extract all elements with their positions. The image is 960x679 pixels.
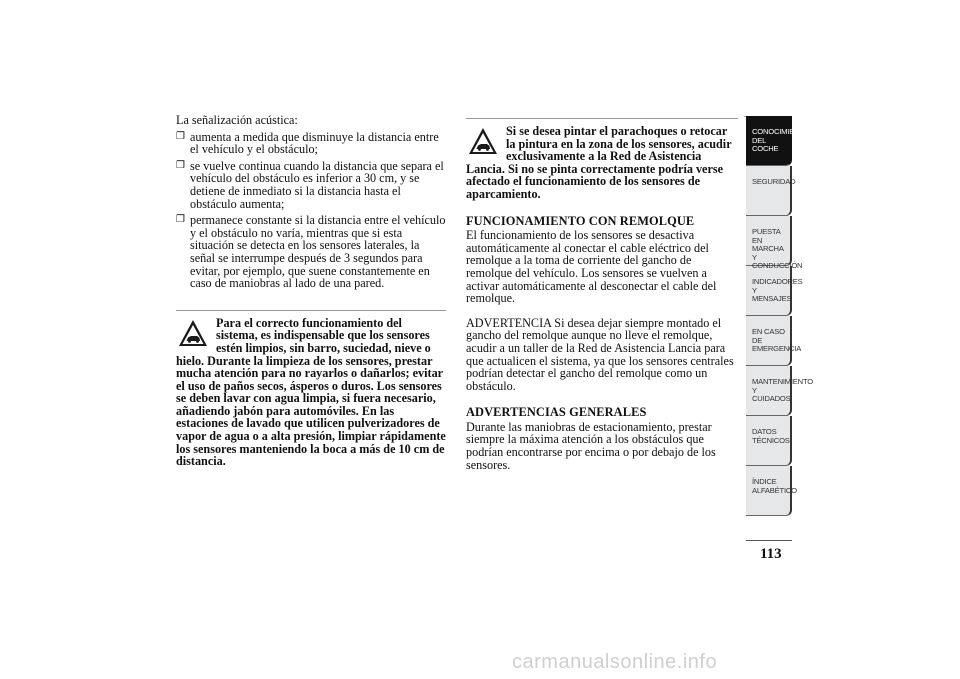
warning-car-icon — [178, 319, 208, 347]
acoustic-intro: La señalización acústica: — [176, 113, 298, 127]
tab-emergencia[interactable]: EN CASO DE EMERGENCIA — [746, 316, 792, 366]
tab-seguridad[interactable]: SEGURIDAD — [746, 166, 792, 216]
watermark: carmanualsonline.info — [512, 651, 718, 673]
paragraph: El funcionamiento de los sensores se desactiva automáticamente al conectar el cable eléctrico del remolque a la toma de corriente del gancho de remolque del vehículo. Los sensores se vuelven a activar automáticamente al desconectar el cable del remolque. — [466, 228, 717, 306]
left-column — [176, 114, 446, 468]
checkbox-bullet-icon: ❒ — [176, 214, 185, 226]
tab-mantenimiento[interactable]: MANTENIMIENTO Y CUIDADOS — [746, 366, 792, 416]
tab-conocimiento-del-coche[interactable]: CONOCIMIENTO DEL COCHE — [746, 116, 792, 166]
warning-box-paint — [466, 118, 738, 201]
warning-text: Para el correcto funcionamiento del sistema, es indispensable que los sensores estén limpios, sin barro, suciedad, nieve o hielo. Durante la limpieza de los sensores, prestar mucha atención para no rayarlos o dañarlos; evitar el uso de paños secos, ásperos o duros. Los sensores se deben lavar con agua limpia, si fuera necesario, añadiendo jabón para automóviles. En las estaciones de lavado que utilicen pulverizadores de vapor de agua o a alta presión, limpiar rápidamente los sensores manteniendo la boca a más de 10 cm de distancia. — [176, 315, 446, 469]
paragraph: Durante las maniobras de estacionamiento, prestar siempre la máxima atención a los obstáculos que podrían encontrarse por encima o por debajo de los sensores. — [466, 419, 716, 472]
acoustic-bullet-list — [176, 131, 446, 290]
page-number-rule — [746, 540, 792, 541]
checkbox-bullet-icon: ❒ — [176, 130, 185, 142]
warning-text: Si se desea pintar el parachoques o retocar la pintura en la zona de los sensores, acudir exclusivamente a la Red de Asistencia Lancia. Si no se pinta correctamente podría verse afectado el funcionamiento de los sensores de aparcamiento. — [466, 124, 732, 201]
page-number: 113 — [760, 546, 782, 562]
warning-box-cleaning — [176, 310, 446, 468]
list-item: ❒ permanece constante si la distancia entre el vehículo y el obstáculo no varía, mientras que si esta situación se detecta en los sensores laterales, la señal se interrumpe después de 3 segundos para evitar, por ejemplo, que suene constantemente en caso de maniobras al lado de una pared. — [176, 213, 446, 291]
tab-indice-alfabetico[interactable]: ÍNDICE ALFABÉTICO — [746, 466, 792, 516]
chapter-sidebar — [746, 116, 813, 516]
tab-datos-tecnicos[interactable]: DATOS TÉCNICOS — [746, 416, 792, 466]
tab-indicadores[interactable]: INDICADORES Y MENSAJES — [746, 266, 792, 316]
warning-car-icon — [468, 127, 498, 155]
tab-puesta-en-marcha[interactable]: PUESTA EN MARCHA Y CONDUCCIÓN — [746, 216, 792, 266]
middle-column — [466, 118, 738, 483]
section-title-general-warnings: ADVERTENCIAS GENERALES — [466, 405, 647, 420]
list-item: ❒ aumenta a medida que disminuye la distancia entre el vehículo y el obstáculo; — [176, 129, 439, 157]
paragraph: ADVERTENCIA Si desea dejar siempre montado el gancho del remolque aunque no lleve el remolque, acudir a un taller de la Red de Asistencia Lancia para que actualicen el sistema, ya que los sensores centrales podrían detectar el gancho del remolque como un obstáculo. — [466, 315, 734, 393]
section-title-trailer: FUNCIONAMIENTO CON REMOLQUE — [466, 213, 695, 228]
list-item: ❒ se vuelve continua cuando la distancia que separa el vehículo del obstáculo es inferior a 30 cm, y se detiene de inmediato si la distancia hasta el obstáculo aumenta; — [176, 158, 444, 211]
checkbox-bullet-icon: ❒ — [176, 159, 185, 171]
